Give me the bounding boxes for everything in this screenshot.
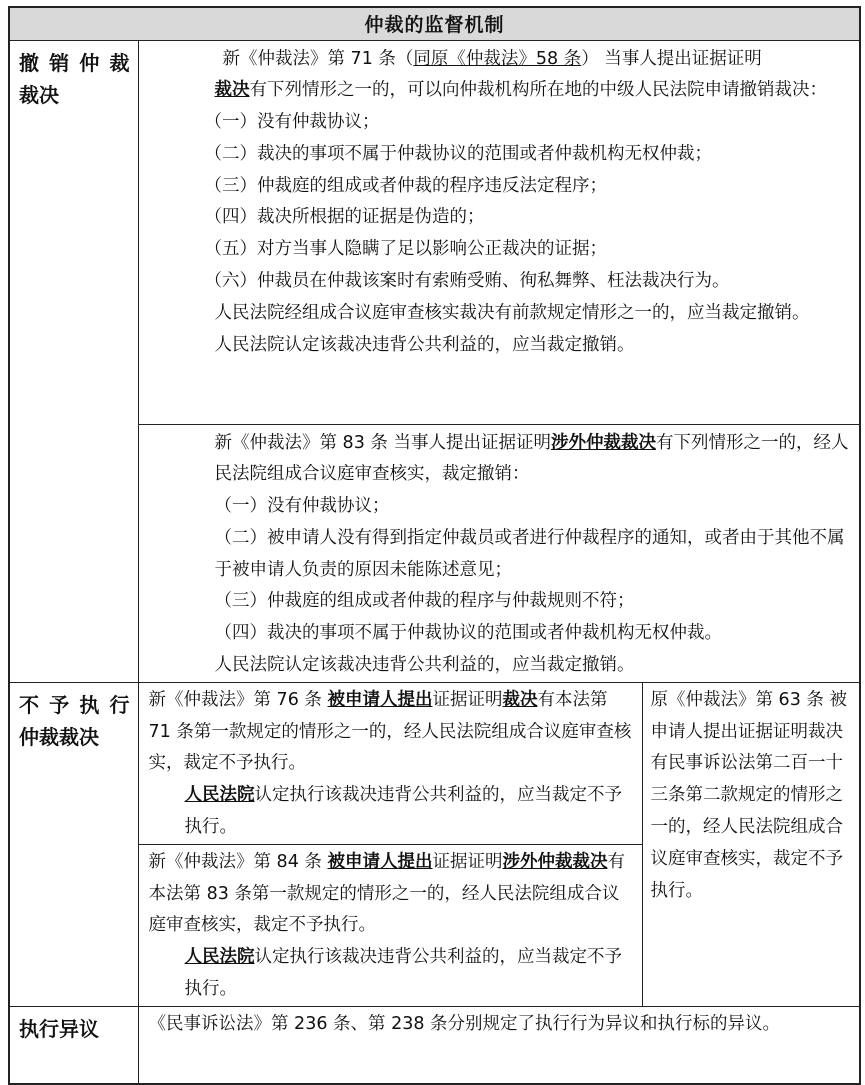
revoke-foreign-cell xyxy=(138,424,860,682)
refuse-domestic-para: 人民法院认定执行该裁决违背公共利益的，应当裁定不予执行。 xyxy=(184,785,622,838)
revoke-item-6: （六）仲裁员在仲裁该案时有索贿受贿、徇私舞弊、枉法裁决行为。 xyxy=(204,271,730,292)
row-label-objection: 执行异议 xyxy=(9,1006,138,1084)
revoke-item-1: （一）没有仲裁协议； xyxy=(204,112,380,133)
refuse-old-law-text: 原《仲裁法》第 63 条 被申请人提出证据证明裁决有民事诉讼法第二百一十三条第二款规定的情形之一的，经人民法院组成合议庭审查核实，裁定不予执行。 xyxy=(650,689,847,901)
revoke-domestic-lead: 新《仲裁法》第 71 条（同原《仲裁法》58 条） 当事人提出证据证明 xyxy=(222,48,762,69)
revoke-label-line1: 撤销仲裁 xyxy=(19,50,130,75)
revoke-foreign-lead: 新《仲裁法》第 83 条 当事人提出证据证明涉外仲裁裁决有下列情形之一的，经人民法院组成合议庭审查核实，裁定撤销： xyxy=(214,432,849,485)
foreign-item-3: （三）仲裁庭的组成或者仲裁的程序与仲裁规则不符； xyxy=(214,591,635,612)
revoke-item-5: （五）对方当事人隐瞒了足以影响公正裁决的证据； xyxy=(204,239,607,260)
revoke-domestic-lead-cont: 裁决有下列情形之一的，可以向仲裁机构所在地的中级人民法院申请撤销裁决： xyxy=(214,80,827,101)
foreign-item-2: （二）被申请人没有得到指定仲裁员或者进行仲裁程序的通知，或者由于其他不属于被申请人负责的原因未能陈述意见； xyxy=(214,527,845,580)
objection-text: 《民事诉讼法》第 236 条、第 238 条分别规定了执行行为异议和执行标的异议。 xyxy=(148,1013,781,1034)
refuse-label-line2: 仲裁裁决 xyxy=(19,724,99,749)
revoke-item-4: （四）裁决所根据的证据是伪造的； xyxy=(204,207,485,228)
document-table-wrapper xyxy=(8,6,859,1073)
arbitration-supervision-table xyxy=(8,6,861,1085)
refuse-foreign-cell xyxy=(138,844,642,1006)
revoke-para-2: 人民法院认定该裁决违背公共利益的，应当裁定撤销。 xyxy=(214,334,635,355)
refuse-old-law-cell xyxy=(642,682,860,1006)
row-label-refuse xyxy=(9,682,138,1006)
refuse-label-line1: 不予执行 xyxy=(19,692,130,717)
table-title: 仲裁的监督机制 xyxy=(9,7,860,40)
objection-cell xyxy=(138,1006,860,1084)
revoke-item-3: （三）仲裁庭的组成或者仲裁的程序违反法定程序； xyxy=(204,175,607,196)
foreign-para-1: 人民法院认定该裁决违背公共利益的，应当裁定撤销。 xyxy=(214,655,635,676)
foreign-item-1: （一）没有仲裁协议； xyxy=(214,496,390,517)
revoke-para-1: 人民法院经组成合议庭审查核实裁决有前款规定情形之一的，应当裁定撤销。 xyxy=(214,302,810,323)
refuse-foreign-para: 人民法院认定执行该裁决违背公共利益的，应当裁定不予执行。 xyxy=(184,947,622,1000)
revoke-label-line2: 裁决 xyxy=(19,82,59,107)
revoke-item-2: （二）裁决的事项不属于仲裁协议的范围或者仲裁机构无权仲裁； xyxy=(204,143,712,164)
revoke-domestic-cell xyxy=(138,40,860,424)
refuse-foreign-text: 新《仲裁法》第 84 条 被申请人提出证据证明涉外仲裁裁决有本法第 83 条第一款规定的情形之一的，经人民法院组成合议庭审查核实，裁定不予执行。 xyxy=(148,851,625,936)
refuse-domestic-text: 新《仲裁法》第 76 条 被申请人提出证据证明裁决有本法第 71 条第一款规定的情形之一的，经人民法院组成合议庭审查核实，裁定不予执行。 xyxy=(148,689,632,774)
row-label-revoke xyxy=(9,40,138,682)
refuse-domestic-cell xyxy=(138,682,642,844)
foreign-item-4: （四）裁决的事项不属于仲裁协议的范围或者仲裁机构无权仲裁。 xyxy=(214,623,722,644)
